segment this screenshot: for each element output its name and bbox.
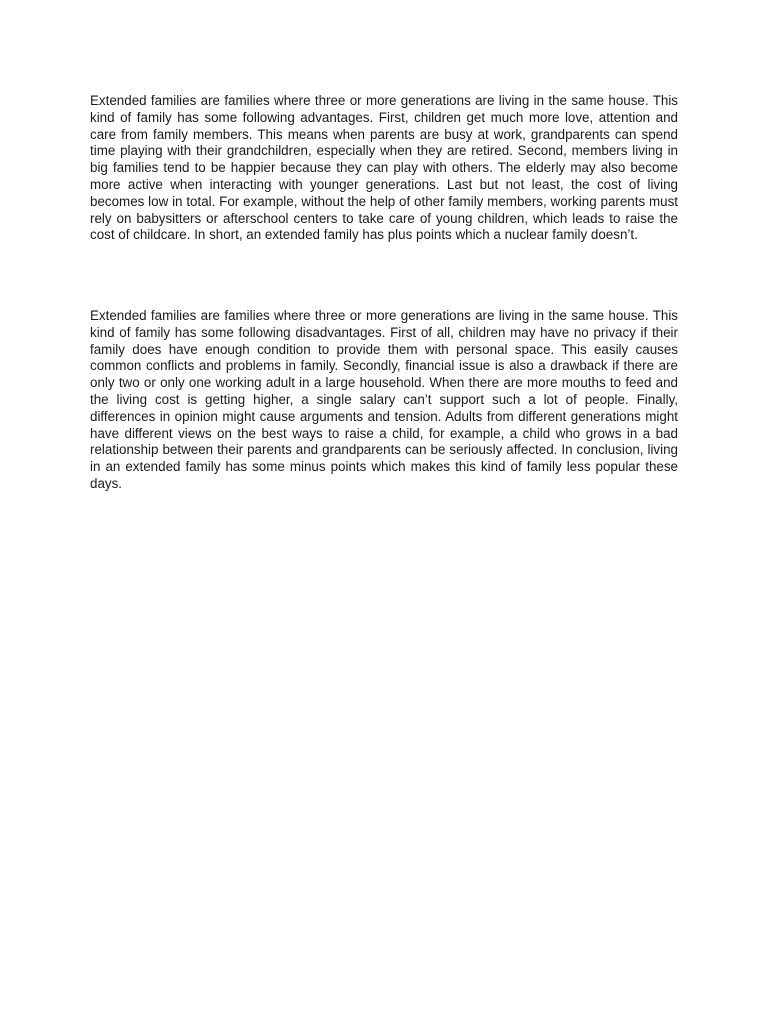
paragraph-disadvantages: Extended families are families where three or more generations are living in the same house. This kind of family has some following disadvantages. First of all, children may have no privacy if their family does have enough condition to provide them with personal space. This easily causes common conflicts and problems in family. Secondly, financial issue is also a drawback if there are only two or only one working adult in a large household. When there are more mouths to feed and the living cost is getting higher, a single salary can’t support such a lot of people. Finally, differences in opinion might cause arguments and tension. Adults from different generations might have different views on the best ways to raise a child, for example, a child who grows in a bad relationship between their parents and grandparents can be seriously affected. In conclusion, living in an extended family has some minus points which makes this kind of family less popular these days.: [90, 308, 678, 491]
paragraph-advantages: Extended families are families where three or more generations are living in the same house. This kind of family has some following advantages. First, children get much more love, attention and care from family members. This means when parents are busy at work, grandparents can spend time playing with their grandchildren, especially when they are retired. Second, members living in big families tend to be happier because they can play with others. The elderly may also become more active when interacting with younger generations. Last but not least, the cost of living becomes low in total. For example, without the help of other family members, working parents must rely on babysitters or afterschool centers to take care of young children, which leads to raise the cost of childcare. In short, an extended family has plus points which a nuclear family doesn’t.: [90, 93, 678, 243]
